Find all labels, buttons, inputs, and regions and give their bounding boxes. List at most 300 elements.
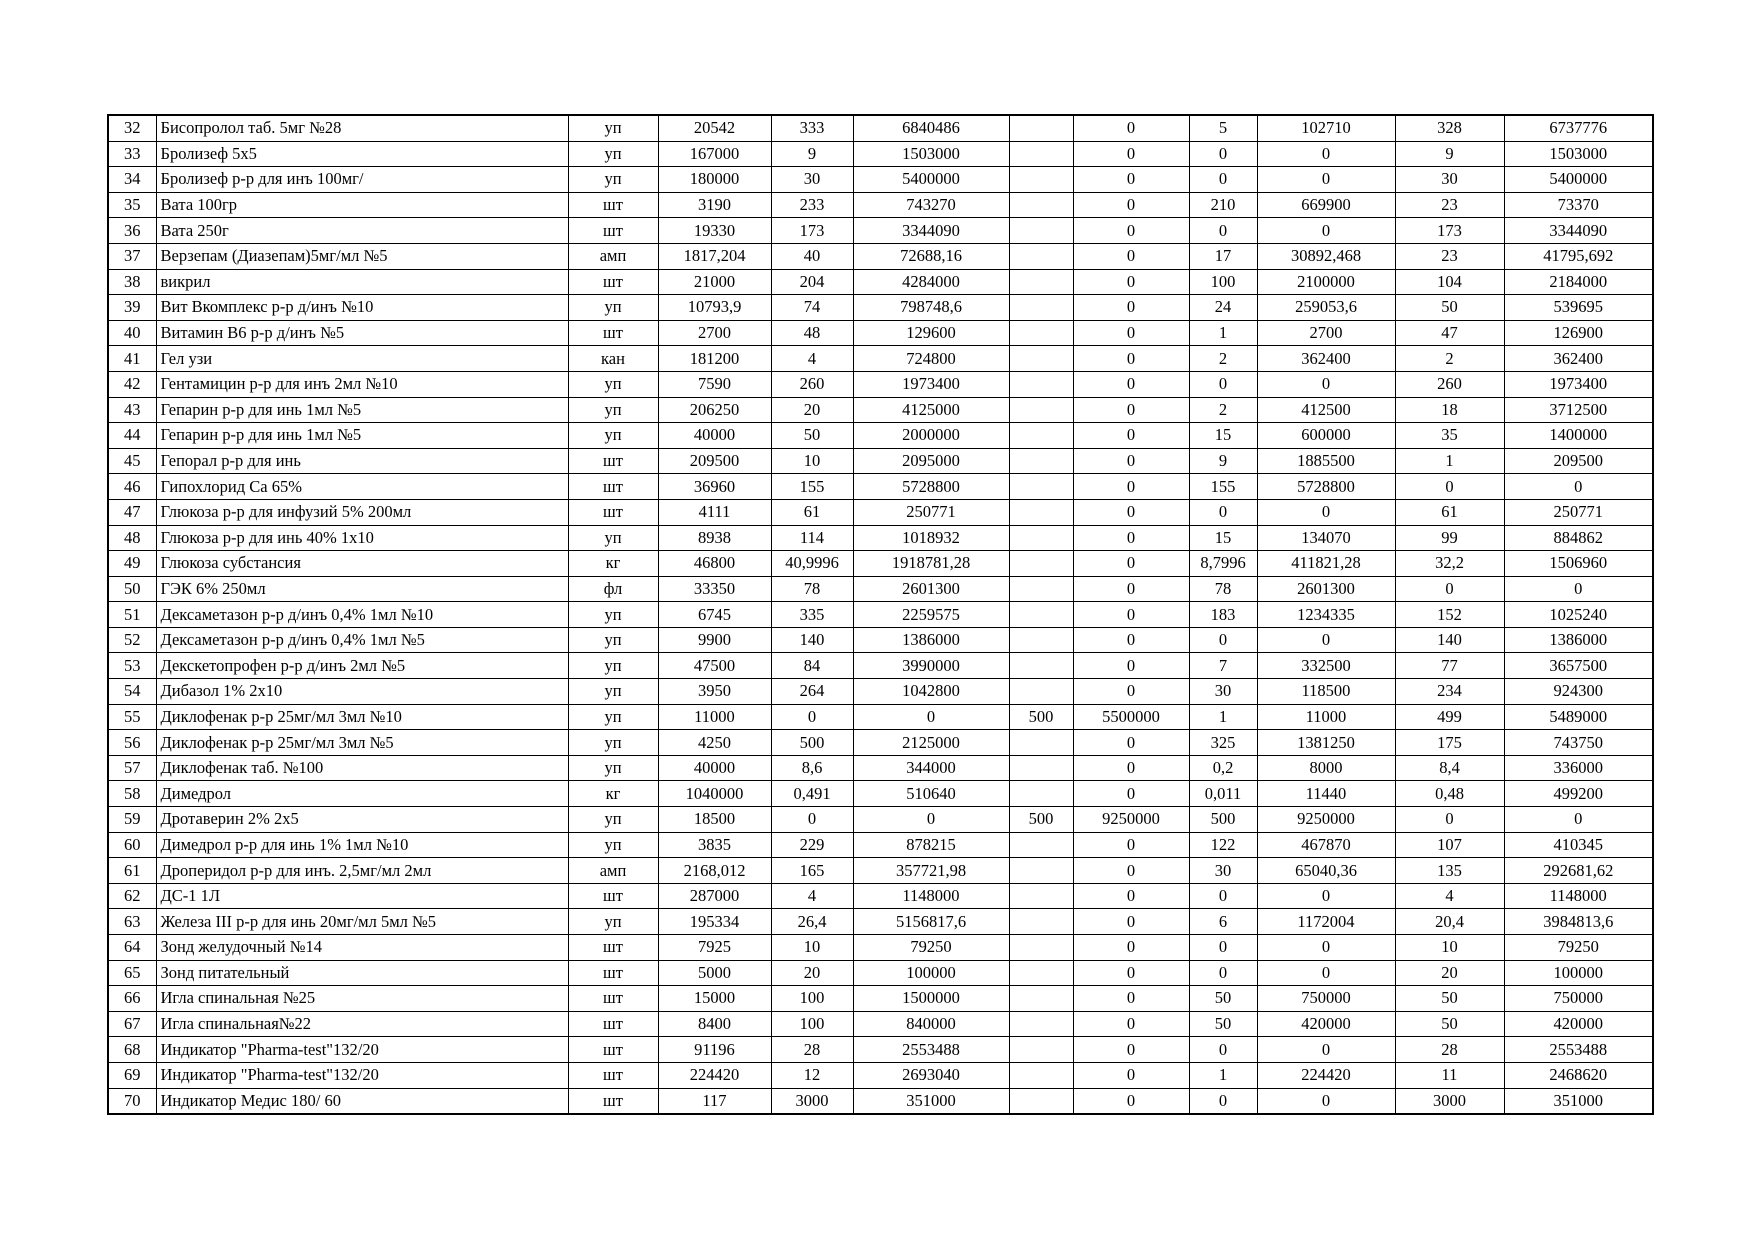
cell-sum-in: 0 [1073,1088,1189,1114]
cell-unit: уп [568,371,658,397]
table-row [108,474,1653,500]
cell-qty-end: 50 [1395,1011,1504,1037]
cell-sum-out: 2100000 [1257,269,1395,295]
cell-item-name: Индикатор Медис 180/ 60 [156,1088,568,1114]
cell-unit: уп [568,832,658,858]
cell-item-name: Игла спинальная№22 [156,1011,568,1037]
cell-qty-out: 0 [1189,935,1257,961]
cell-item-name: Дибазол 1% 2х10 [156,679,568,705]
cell-qty-out: 5 [1189,115,1257,141]
cell-qty-in [1009,115,1073,141]
cell-sum-in: 0 [1073,755,1189,781]
cell-unit: уп [568,627,658,653]
cell-qty-end: 9 [1395,141,1504,167]
cell-sum-out: 224420 [1257,1062,1395,1088]
cell-sum-out: 362400 [1257,346,1395,372]
cell-qty-start: 26,4 [771,909,853,935]
cell-unit-price: 3950 [658,679,771,705]
cell-sum-out: 0 [1257,935,1395,961]
cell-sum-end: 924300 [1504,679,1653,705]
cell-sum-in: 0 [1073,423,1189,449]
cell-qty-out: 15 [1189,423,1257,449]
cell-sum-start: 0 [853,704,1009,730]
cell-sum-end: 100000 [1504,960,1653,986]
cell-sum-out: 259053,6 [1257,295,1395,321]
cell-unit: шт [568,935,658,961]
cell-sum-start: 344000 [853,755,1009,781]
cell-unit-price: 4111 [658,499,771,525]
cell-qty-in [1009,935,1073,961]
cell-qty-in [1009,1088,1073,1114]
cell-qty-start: 50 [771,423,853,449]
cell-sum-end: 743750 [1504,730,1653,756]
cell-sum-start: 510640 [853,781,1009,807]
cell-sum-end: 362400 [1504,346,1653,372]
cell-item-name: Димедрол р-р для инь 1% 1мл №10 [156,832,568,858]
cell-qty-out: 155 [1189,474,1257,500]
cell-qty-end: 61 [1395,499,1504,525]
cell-sum-start: 1042800 [853,679,1009,705]
cell-qty-start: 333 [771,115,853,141]
cell-row-number: 59 [108,807,156,833]
cell-qty-start: 20 [771,397,853,423]
cell-qty-in [1009,397,1073,423]
cell-unit: уп [568,115,658,141]
cell-sum-start: 250771 [853,499,1009,525]
cell-sum-in: 0 [1073,986,1189,1012]
cell-sum-end: 1148000 [1504,883,1653,909]
cell-qty-start: 40 [771,243,853,269]
cell-sum-end: 6737776 [1504,115,1653,141]
cell-unit: уп [568,397,658,423]
cell-qty-start: 264 [771,679,853,705]
table-row [108,1011,1653,1037]
cell-sum-start: 1018932 [853,525,1009,551]
cell-qty-out: 2 [1189,346,1257,372]
cell-item-name: Диклофенак таб. №100 [156,755,568,781]
cell-qty-end: 28 [1395,1037,1504,1063]
cell-qty-in [1009,371,1073,397]
cell-item-name: Зонд желудочный №14 [156,935,568,961]
cell-unit: кг [568,781,658,807]
cell-sum-end: 750000 [1504,986,1653,1012]
cell-row-number: 44 [108,423,156,449]
cell-row-number: 63 [108,909,156,935]
cell-qty-end: 0 [1395,576,1504,602]
cell-qty-start: 335 [771,602,853,628]
cell-qty-in [1009,883,1073,909]
cell-qty-out: 1 [1189,320,1257,346]
table-row [108,883,1653,909]
cell-qty-out: 30 [1189,858,1257,884]
cell-qty-in: 500 [1009,807,1073,833]
cell-qty-in [1009,909,1073,935]
cell-qty-out: 2 [1189,397,1257,423]
cell-sum-start: 5400000 [853,167,1009,193]
cell-sum-start: 2095000 [853,448,1009,474]
table-row [108,627,1653,653]
cell-item-name: Вата 250г [156,218,568,244]
cell-qty-end: 4 [1395,883,1504,909]
cell-unit: уп [568,167,658,193]
table-row [108,909,1653,935]
cell-sum-start: 2259575 [853,602,1009,628]
cell-qty-in [1009,346,1073,372]
cell-qty-in [1009,858,1073,884]
table-row [108,525,1653,551]
cell-sum-out: 1381250 [1257,730,1395,756]
cell-item-name: Бролизеф 5х5 [156,141,568,167]
cell-sum-end: 3984813,6 [1504,909,1653,935]
cell-qty-start: 12 [771,1062,853,1088]
cell-sum-start: 0 [853,807,1009,833]
cell-qty-in [1009,448,1073,474]
cell-unit: шт [568,499,658,525]
cell-item-name: Гел узи [156,346,568,372]
cell-unit-price: 46800 [658,551,771,577]
cell-item-name: Верзепам (Диазепам)5мг/мл №5 [156,243,568,269]
cell-unit: шт [568,448,658,474]
cell-qty-end: 10 [1395,935,1504,961]
table-row [108,602,1653,628]
cell-unit-price: 19330 [658,218,771,244]
cell-qty-end: 50 [1395,295,1504,321]
cell-item-name: Зонд питательный [156,960,568,986]
cell-qty-in [1009,499,1073,525]
cell-row-number: 51 [108,602,156,628]
cell-qty-out: 0 [1189,960,1257,986]
cell-item-name: ГЭК 6% 250мл [156,576,568,602]
cell-row-number: 42 [108,371,156,397]
cell-unit: шт [568,1037,658,1063]
cell-sum-start: 2601300 [853,576,1009,602]
cell-qty-out: 0,011 [1189,781,1257,807]
cell-sum-end: 499200 [1504,781,1653,807]
cell-qty-end: 234 [1395,679,1504,705]
cell-sum-out: 0 [1257,141,1395,167]
cell-unit-price: 47500 [658,653,771,679]
cell-item-name: Диклофенак р-р 25мг/мл 3мл №5 [156,730,568,756]
cell-qty-in [1009,218,1073,244]
cell-unit: шт [568,474,658,500]
cell-unit-price: 117 [658,1088,771,1114]
cell-qty-end: 11 [1395,1062,1504,1088]
cell-qty-start: 0 [771,704,853,730]
cell-qty-end: 23 [1395,192,1504,218]
cell-unit: уп [568,730,658,756]
table-row [108,781,1653,807]
cell-item-name: Бисопролол таб. 5мг №28 [156,115,568,141]
cell-unit-price: 206250 [658,397,771,423]
cell-sum-out: 11440 [1257,781,1395,807]
cell-item-name: Димедрол [156,781,568,807]
table-row [108,269,1653,295]
cell-sum-out: 750000 [1257,986,1395,1012]
cell-qty-end: 104 [1395,269,1504,295]
cell-sum-in: 0 [1073,295,1189,321]
cell-qty-out: 8,7996 [1189,551,1257,577]
cell-sum-out: 134070 [1257,525,1395,551]
cell-sum-end: 0 [1504,807,1653,833]
cell-item-name: Гентамицин р-р для инъ 2мл №10 [156,371,568,397]
cell-unit: уп [568,141,658,167]
cell-qty-start: 0,491 [771,781,853,807]
cell-qty-out: 0 [1189,371,1257,397]
cell-qty-start: 30 [771,167,853,193]
cell-row-number: 33 [108,141,156,167]
table-row [108,730,1653,756]
cell-sum-in: 0 [1073,730,1189,756]
cell-sum-end: 292681,62 [1504,858,1653,884]
cell-qty-start: 114 [771,525,853,551]
cell-qty-in [1009,295,1073,321]
cell-row-number: 48 [108,525,156,551]
cell-sum-start: 1918781,28 [853,551,1009,577]
table-row [108,832,1653,858]
cell-qty-end: 35 [1395,423,1504,449]
cell-sum-in: 0 [1073,474,1189,500]
cell-qty-out: 325 [1189,730,1257,756]
cell-sum-in: 0 [1073,1037,1189,1063]
table-row [108,167,1653,193]
cell-qty-start: 10 [771,935,853,961]
cell-qty-start: 9 [771,141,853,167]
cell-unit: кг [568,551,658,577]
cell-sum-out: 8000 [1257,755,1395,781]
cell-qty-start: 61 [771,499,853,525]
cell-qty-end: 20,4 [1395,909,1504,935]
cell-row-number: 54 [108,679,156,705]
cell-qty-in [1009,755,1073,781]
cell-unit-price: 91196 [658,1037,771,1063]
cell-sum-in: 0 [1073,679,1189,705]
table-row [108,423,1653,449]
table-row [108,397,1653,423]
cell-sum-end: 539695 [1504,295,1653,321]
cell-unit-price: 21000 [658,269,771,295]
cell-qty-start: 260 [771,371,853,397]
cell-unit: уп [568,755,658,781]
cell-item-name: Дроперидол р-р для инъ. 2,5мг/мл 2мл [156,858,568,884]
cell-sum-out: 2700 [1257,320,1395,346]
cell-qty-start: 173 [771,218,853,244]
cell-sum-start: 5156817,6 [853,909,1009,935]
cell-sum-in: 0 [1073,525,1189,551]
cell-row-number: 66 [108,986,156,1012]
cell-unit-price: 3835 [658,832,771,858]
table-row [108,653,1653,679]
cell-qty-in [1009,525,1073,551]
cell-unit-price: 10793,9 [658,295,771,321]
cell-sum-start: 100000 [853,960,1009,986]
cell-sum-end: 1506960 [1504,551,1653,577]
table-row [108,704,1653,730]
cell-sum-in: 0 [1073,499,1189,525]
cell-sum-end: 73370 [1504,192,1653,218]
cell-qty-end: 3000 [1395,1088,1504,1114]
cell-row-number: 45 [108,448,156,474]
cell-qty-end: 8,4 [1395,755,1504,781]
cell-qty-in [1009,653,1073,679]
table-row [108,448,1653,474]
cell-sum-in: 0 [1073,269,1189,295]
cell-sum-in: 0 [1073,883,1189,909]
cell-sum-in: 0 [1073,960,1189,986]
cell-sum-end: 126900 [1504,320,1653,346]
cell-sum-out: 0 [1257,1037,1395,1063]
cell-qty-in [1009,832,1073,858]
cell-sum-start: 743270 [853,192,1009,218]
cell-qty-end: 328 [1395,115,1504,141]
cell-item-name: Бролизеф р-р для инъ 100мг/ [156,167,568,193]
cell-unit-price: 36960 [658,474,771,500]
cell-qty-out: 0,2 [1189,755,1257,781]
cell-qty-start: 40,9996 [771,551,853,577]
cell-sum-in: 0 [1073,832,1189,858]
cell-sum-in: 5500000 [1073,704,1189,730]
cell-sum-end: 79250 [1504,935,1653,961]
cell-unit-price: 167000 [658,141,771,167]
cell-qty-in [1009,576,1073,602]
cell-sum-end: 2553488 [1504,1037,1653,1063]
table-row [108,141,1653,167]
cell-qty-out: 122 [1189,832,1257,858]
cell-qty-end: 1 [1395,448,1504,474]
cell-qty-start: 233 [771,192,853,218]
cell-sum-in: 0 [1073,115,1189,141]
cell-sum-end: 209500 [1504,448,1653,474]
cell-qty-start: 48 [771,320,853,346]
cell-row-number: 41 [108,346,156,372]
cell-sum-out: 5728800 [1257,474,1395,500]
cell-qty-in [1009,243,1073,269]
cell-sum-start: 2125000 [853,730,1009,756]
cell-item-name: викрил [156,269,568,295]
cell-item-name: Гепарин р-р для инь 1мл №5 [156,423,568,449]
cell-row-number: 49 [108,551,156,577]
cell-sum-in: 0 [1073,576,1189,602]
cell-sum-end: 3344090 [1504,218,1653,244]
cell-sum-out: 0 [1257,218,1395,244]
cell-qty-out: 15 [1189,525,1257,551]
cell-unit: уп [568,423,658,449]
cell-qty-out: 1 [1189,1062,1257,1088]
cell-row-number: 52 [108,627,156,653]
cell-qty-end: 140 [1395,627,1504,653]
cell-sum-start: 3344090 [853,218,1009,244]
cell-sum-start: 3990000 [853,653,1009,679]
cell-unit: шт [568,986,658,1012]
table-row [108,986,1653,1012]
cell-qty-in [1009,423,1073,449]
cell-sum-out: 1885500 [1257,448,1395,474]
cell-row-number: 55 [108,704,156,730]
cell-qty-out: 0 [1189,1037,1257,1063]
cell-sum-start: 2693040 [853,1062,1009,1088]
cell-sum-out: 332500 [1257,653,1395,679]
cell-sum-start: 4125000 [853,397,1009,423]
cell-unit-price: 7590 [658,371,771,397]
table-row [108,1037,1653,1063]
cell-qty-start: 155 [771,474,853,500]
cell-unit-price: 287000 [658,883,771,909]
cell-qty-out: 30 [1189,679,1257,705]
cell-qty-out: 0 [1189,499,1257,525]
cell-sum-in: 0 [1073,320,1189,346]
cell-qty-in [1009,1011,1073,1037]
cell-row-number: 57 [108,755,156,781]
cell-sum-in: 0 [1073,243,1189,269]
cell-sum-start: 2553488 [853,1037,1009,1063]
cell-sum-in: 0 [1073,909,1189,935]
cell-unit: уп [568,679,658,705]
cell-qty-out: 50 [1189,1011,1257,1037]
cell-qty-end: 2 [1395,346,1504,372]
cell-qty-end: 260 [1395,371,1504,397]
cell-qty-start: 28 [771,1037,853,1063]
cell-qty-in: 500 [1009,704,1073,730]
cell-row-number: 38 [108,269,156,295]
cell-unit-price: 4250 [658,730,771,756]
cell-qty-start: 10 [771,448,853,474]
cell-sum-end: 5400000 [1504,167,1653,193]
cell-qty-end: 23 [1395,243,1504,269]
cell-item-name: Гепарин р-р для инь 1мл №5 [156,397,568,423]
cell-sum-out: 467870 [1257,832,1395,858]
cell-row-number: 47 [108,499,156,525]
cell-unit: фл [568,576,658,602]
cell-sum-out: 9250000 [1257,807,1395,833]
cell-item-name: Индикатор "Pharma-test"132/20 [156,1037,568,1063]
cell-item-name: Дексаметазон р-р д/инъ 0,4% 1мл №5 [156,627,568,653]
cell-sum-in: 0 [1073,167,1189,193]
cell-row-number: 32 [108,115,156,141]
cell-qty-start: 84 [771,653,853,679]
cell-qty-start: 8,6 [771,755,853,781]
table-row [108,218,1653,244]
cell-row-number: 35 [108,192,156,218]
cell-sum-end: 1400000 [1504,423,1653,449]
cell-unit-price: 40000 [658,423,771,449]
cell-sum-end: 1386000 [1504,627,1653,653]
cell-unit: шт [568,960,658,986]
cell-sum-in: 0 [1073,781,1189,807]
cell-unit: уп [568,704,658,730]
cell-qty-out: 0 [1189,141,1257,167]
cell-qty-in [1009,1062,1073,1088]
cell-qty-in [1009,1037,1073,1063]
cell-row-number: 67 [108,1011,156,1037]
table-row [108,679,1653,705]
cell-qty-end: 0 [1395,474,1504,500]
cell-unit-price: 18500 [658,807,771,833]
cell-sum-start: 1503000 [853,141,1009,167]
inventory-table [107,114,1654,1115]
cell-qty-in [1009,986,1073,1012]
cell-qty-end: 30 [1395,167,1504,193]
cell-unit-price: 15000 [658,986,771,1012]
cell-sum-in: 0 [1073,627,1189,653]
cell-sum-in: 0 [1073,346,1189,372]
cell-unit-price: 2700 [658,320,771,346]
cell-unit: уп [568,525,658,551]
cell-item-name: Вит Вкомплекс р-р д/инъ №10 [156,295,568,321]
cell-unit-price: 9900 [658,627,771,653]
table-row [108,346,1653,372]
cell-unit: уп [568,295,658,321]
cell-sum-out: 102710 [1257,115,1395,141]
cell-sum-end: 250771 [1504,499,1653,525]
